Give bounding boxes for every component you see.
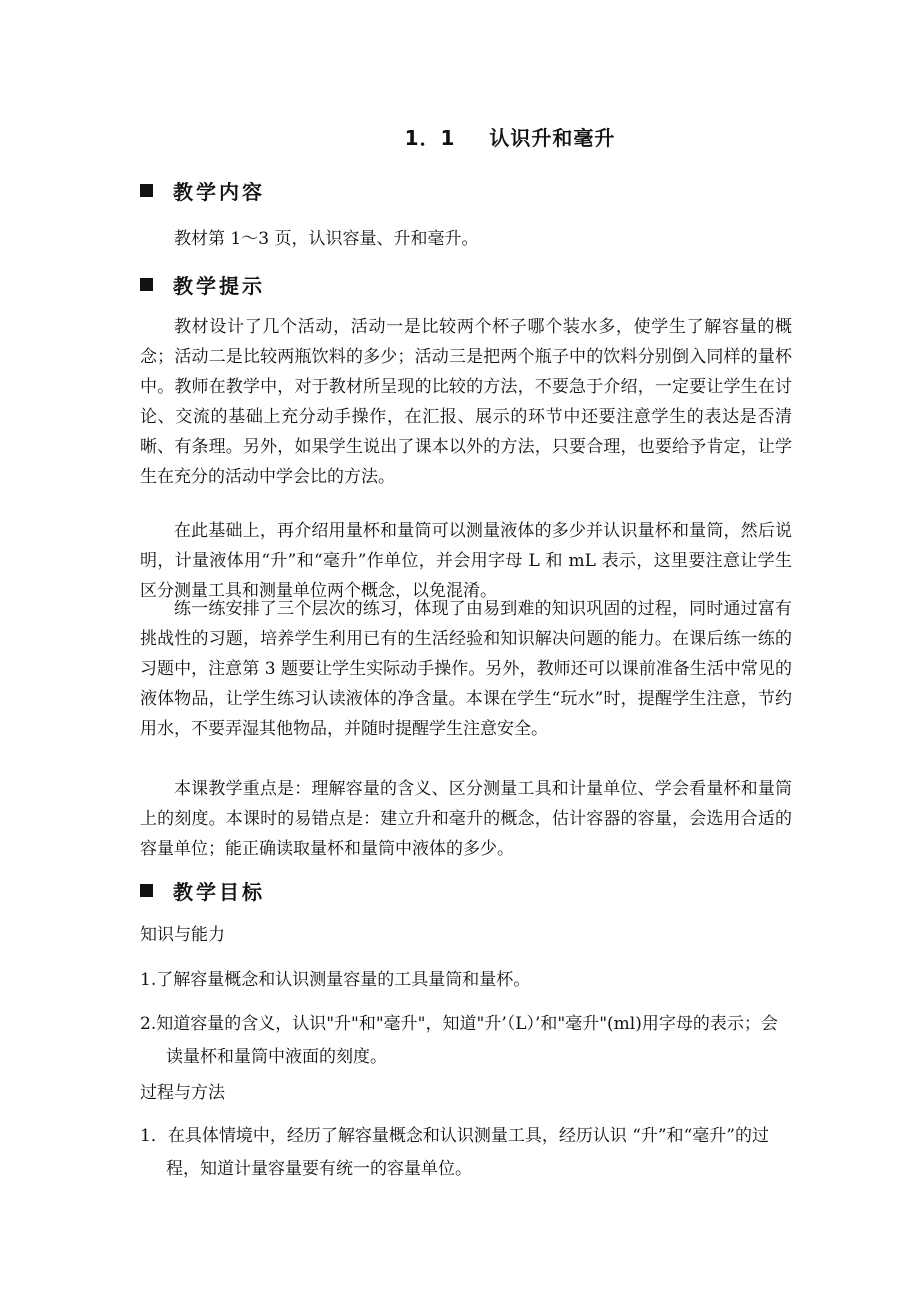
process-item-1: 1．在具体情境中，经历了解容量概念和认识测量工具，经历认识 “升”和“毫升”的过程，知道计量容量要有统一的容量单位。: [140, 1126, 769, 1179]
tips-paragraph-3: 练一练安排了三个层次的练习，体现了由易到难的知识巩固的过程，同时通过富有挑战性的习题，培养学生利用已有的生活经验和知识解决问题的能力。在课后练一练的习题中，注意第 3 题要让学生实际动手操作。另外，教师还可以课前准备生活中常见的液体物品，让学生练习认读液体的净含量。本课在学生“玩水”时，提醒学生注意，节约用水，不要弄湿其他物品，并随时提醒学生注意安全。: [140, 599, 792, 739]
square-bullet-icon: [140, 278, 153, 291]
lesson-number: 1．1: [404, 126, 456, 150]
square-bullet-icon: [140, 184, 153, 197]
tips-paragraph-2: 在此基础上，再介绍用量杯和量筒可以测量液体的多少并认识量杯和量筒，然后说明，计量液体用“升”和“毫升”作单位，并会用字母 L 和 mL 表示，这里要注意让学生区分测量工具和测量单位两个概念，以免混淆。: [140, 521, 792, 601]
lesson-title-text: 认识升和毫升: [489, 126, 616, 150]
heading-teaching-goals: [140, 876, 265, 905]
knowledge-label: 知识与能力: [140, 925, 225, 945]
knowledge-item-1: 1.了解容量概念和认识测量容量的工具量筒和量杯。: [140, 970, 531, 990]
teaching-content-text: 教材第 1～3 页，认识容量、升和毫升。: [174, 229, 479, 249]
heading-teaching-tips: [140, 270, 265, 299]
lesson-title: [0, 122, 920, 151]
tips-paragraph-4: 本课教学重点是：理解容量的含义、区分测量工具和计量单位、学会看量杯和量筒上的刻度。本课时的易错点是：建立升和毫升的概念，估计容器的容量，会选用合适的容量单位；能正确读取量杯和量筒中液体的多少。: [140, 779, 792, 859]
tips-paragraph-1: 教材设计了几个活动，活动一是比较两个杯子哪个装水多，使学生了解容量的概念；活动二是比较两瓶饮料的多少；活动三是把两个瓶子中的饮料分别倒入同样的量杯中。教师在教学中，对于教材所呈现的比较的方法，不要急于介绍，一定要让学生在讨论、交流的基础上充分动手操作，在汇报、展示的环节中还要注意学生的表达是否清晰、有条理。另外，如果学生说出了课本以外的方法，只要合理，也要给予肯定，让学生在充分的活动中学会比的方法。: [140, 317, 792, 487]
process-label: 过程与方法: [140, 1083, 225, 1103]
heading-text: 教学提示: [173, 274, 265, 298]
heading-text: 教学内容: [173, 180, 265, 204]
heading-text: 教学目标: [173, 880, 265, 904]
knowledge-item-2: 2.知道容量的含义，认识"升"和"毫升"，知道"升’（L）’和"毫升"(ml)用字母的表示；会读量杯和量筒中液面的刻度。: [140, 1014, 778, 1067]
heading-teaching-content: [140, 176, 265, 205]
square-bullet-icon: [140, 884, 153, 897]
